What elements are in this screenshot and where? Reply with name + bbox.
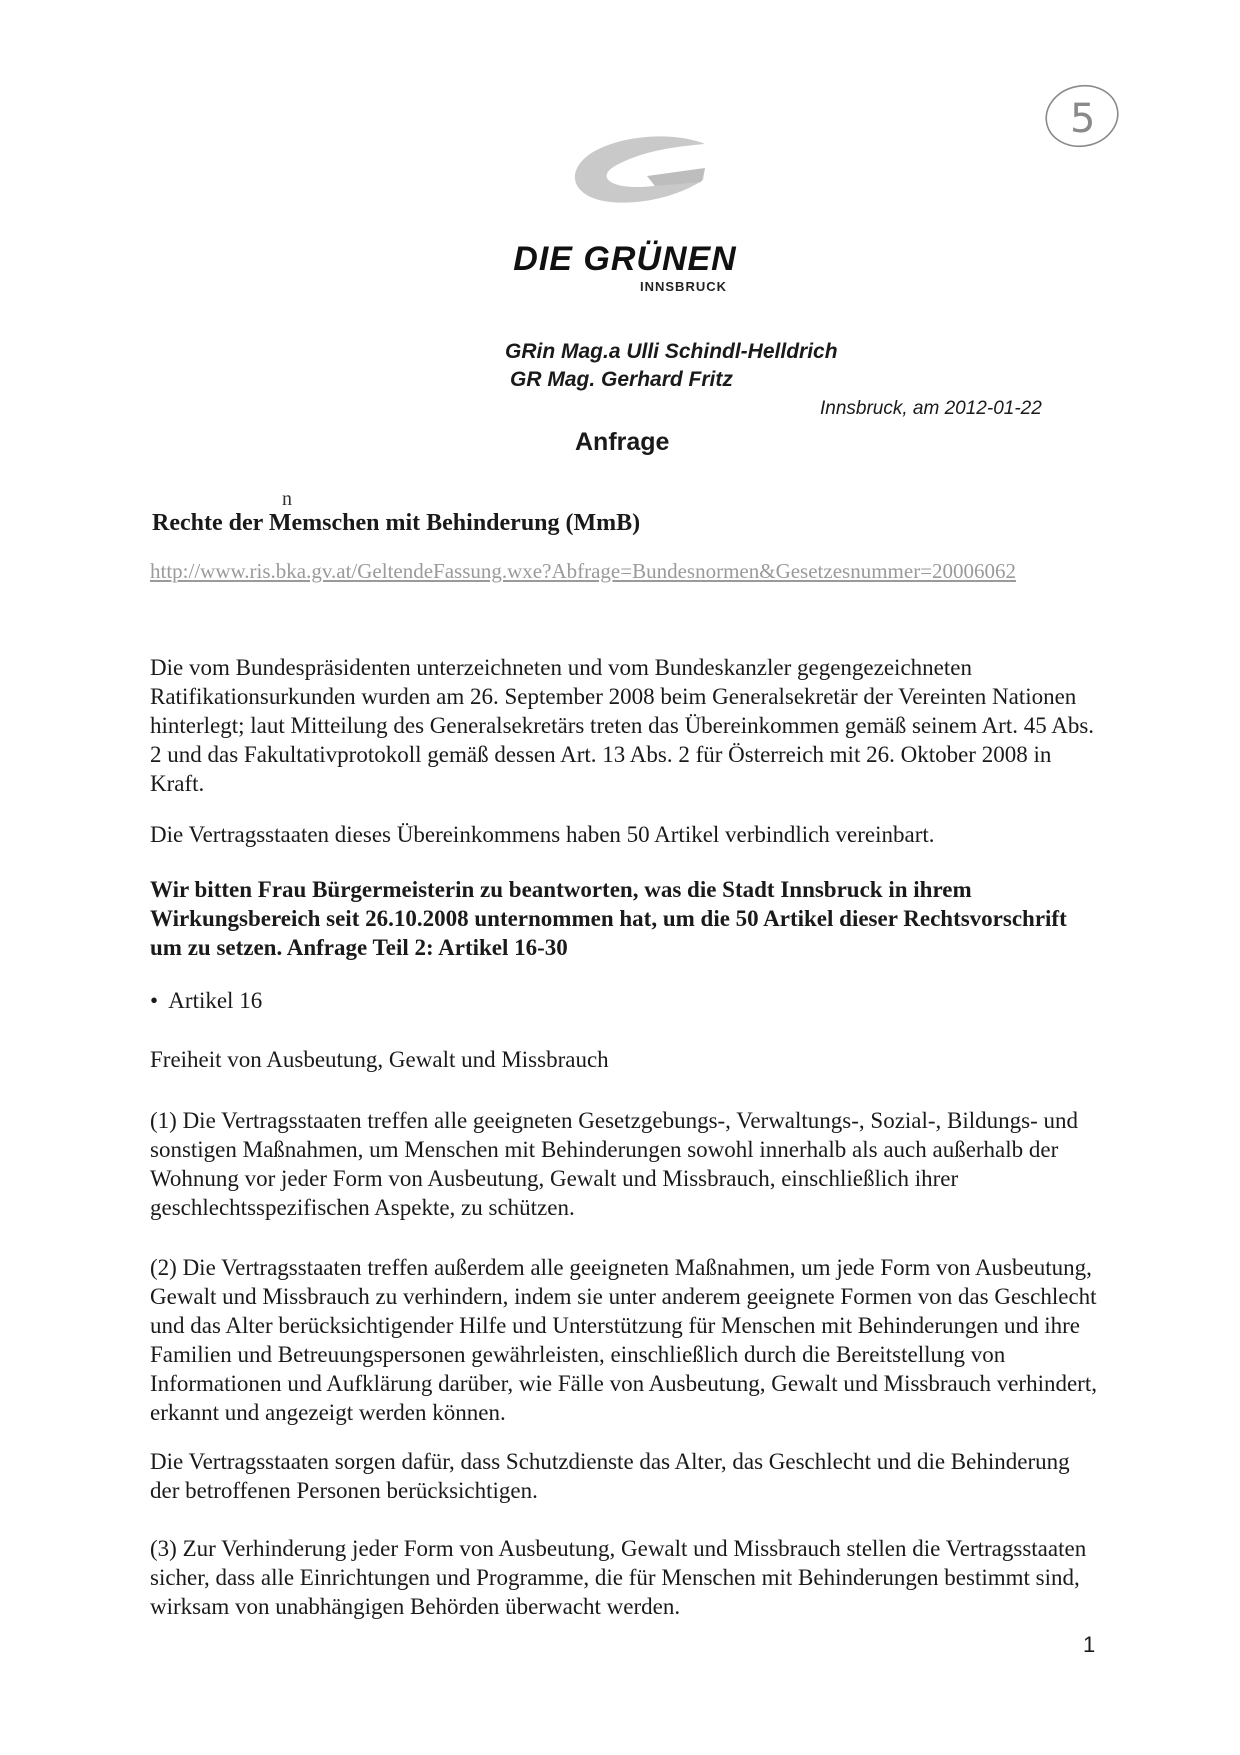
party-logo-icon <box>555 130 735 220</box>
document-date: Innsbruck, am 2012-01-22 <box>820 398 1042 419</box>
article-label: Artikel 16 <box>168 988 263 1013</box>
party-city: INNSBRUCK <box>640 279 727 294</box>
handwritten-correction: n <box>282 488 292 510</box>
paragraph-section-1: (1) Die Vertragsstaaten treffen alle geeigneten Gesetzgebungs-, Verwaltungs-, Sozial-, Bildungs- und sonstigen Maßnahmen, um Menschen mit Behinderungen sowohl innerhalb als auch außerhalb der Wohnung vor jeder Form von Ausbeutung, Gewalt und Missbrauch, einschließlich ihrer geschlechtsspezifischen Aspekte, zu schützen. <box>150 1108 1079 1220</box>
paragraph-ratification: Die vom Bundespräsidenten unterzeichneten und vom Bundeskanzler gegengezeichneten Ratifikationsurkunden wurden am 26. September 2008 beim Generalsekretär der Vereinten Nationen hinterlegt; laut Mitteilung des Generalsekretärs treten das Übereinkommen gemäß seinem Art. 45 Abs. 2 und das Fakultativprotokoll gemäß dessen Art. 13 Abs. 2 für Österreich mit 26. Oktober 2008 in Kraft. <box>150 655 1095 796</box>
bullet-dot-icon: • <box>150 988 159 1013</box>
article-heading: Freiheit von Ausbeutung, Gewalt und Missbrauch <box>150 1047 609 1072</box>
paragraph-protection-services: Die Vertragsstaaten sorgen dafür, dass Schutzdienste das Alter, das Geschlecht und die Behinderung der betroffenen Personen berücksichtigen. <box>150 1449 1070 1503</box>
author-2: GR Mag. Gerhard Fritz <box>510 368 733 391</box>
paragraph-request: Wir bitten Frau Bürgermeisterin zu beantworten, was die Stadt Innsbruck in ihrem Wirkungsbereich seit 26.10.2008 unternommen hat, um die 50 Artikel dieser Rechtsvorschrift um zu setzen. Anfrage Teil 2: Artikel 16-30 <box>150 877 1067 960</box>
paragraph-articles: Die Vertragsstaaten dieses Übereinkommens haben 50 Artikel verbindlich vereinbart. <box>150 822 935 847</box>
page-mark-text: 5 <box>1070 96 1096 142</box>
paragraph-section-3: (3) Zur Verhinderung jeder Form von Ausbeutung, Gewalt und Missbrauch stellen die Vertragsstaaten sicher, dass alle Einrichtungen und Programme, die für Menschen mit Behinderungen bestimmt sind, wirksam von unabhängigen Behörden überwacht werden. <box>150 1536 1087 1619</box>
author-1: GRin Mag.a Ulli Schindl-Helldrich <box>505 340 838 363</box>
page-number: 1 <box>1083 1632 1096 1657</box>
article-bullet <box>150 988 262 1014</box>
source-link[interactable]: http://www.ris.bka.gv.at/GeltendeFassung.wxe?Abfrage=Bundesnormen&Gesetzesnummer=20006062 <box>150 559 1017 583</box>
paragraph-section-2: (2) Die Vertragsstaaten treffen außerdem alle geeigneten Maßnahmen, um jede Form von Ausbeutung, Gewalt und Missbrauch zu verhindern, indem sie unter anderem geeignete Formen von das Geschlecht und das Alter berücksichtigender Hilfe und Unterstützung für Menschen mit Behinderungen und ihre Familien und Betreuungspersonen gewährleisten, einschließlich durch die Bereitstellung von Informationen und Aufklärung darüber, wie Fälle von Ausbeutung, Gewalt und Missbrauch verhindert, erkannt und angezeigt werden können. <box>150 1255 1097 1425</box>
document-title: Anfrage <box>575 428 670 456</box>
subject-line: Rechte der Memschen mit Behinderung (MmB) <box>152 510 641 536</box>
handwritten-page-mark-icon <box>1040 80 1124 152</box>
party-name: DIE GRÜNEN <box>513 240 737 278</box>
